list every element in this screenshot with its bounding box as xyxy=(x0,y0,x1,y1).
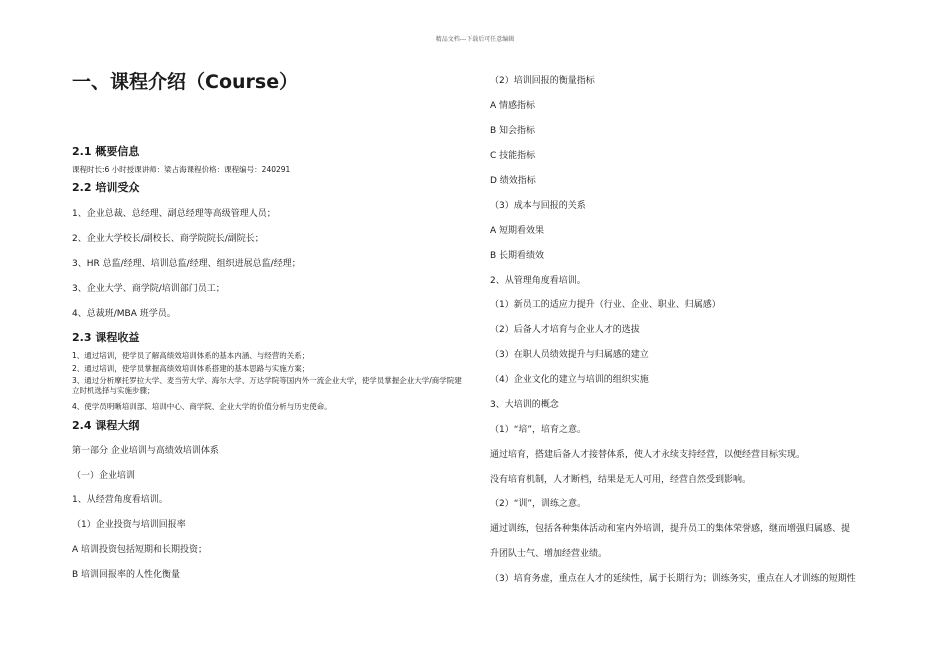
outline-line: B 培训回报率的人性化衡量 xyxy=(72,570,181,580)
outline-line: （1）企业投资与培训回报率 xyxy=(72,520,186,530)
audience-item: 4、总裁班/MBA 班学员。 xyxy=(72,309,176,319)
audience-item: 3、企业大学、商学院/培训部门员工； xyxy=(72,284,225,294)
outline-line: B 知会指标 xyxy=(490,126,536,136)
audience-item: 1、企业总裁、总经理、副总经理等高级管理人员； xyxy=(72,209,276,219)
outline-line: 升团队士气、增加经营业绩。 xyxy=(490,549,608,559)
outline-line: （2）“训”，训练之意。 xyxy=(490,499,587,509)
outline-line: （3）培育务虚，重点在人才的延续性，属于长期行为；训练务实，重点在人才训练的短期性 xyxy=(490,574,856,584)
outline-line: （1）新员工的适应力提升（行业、企业、职业、归属感） xyxy=(490,300,721,310)
section-heading-benefits: 2.3 课程收益 xyxy=(72,331,140,344)
outline-line: 没有培育机制，人才断档，结果是无人可用，经营自然受到影响。 xyxy=(490,475,752,485)
section-heading-outline: 2.4 课程大纲 xyxy=(72,419,140,432)
benefit-item: 4、使学员明晰培训部、培训中心、商学院、企业大学的价值分析与历史使命。 xyxy=(72,402,332,411)
audience-item: 3、HR 总监/经理、培训总监/经理、组织进展总监/经理； xyxy=(72,259,301,269)
outline-line: 3、大培训的概念 xyxy=(490,400,559,410)
outline-line: A 培训投资包括短期和长期投资； xyxy=(72,545,208,555)
outline-line: （3）在职人员绩效提升与归属感的建立 xyxy=(490,350,649,360)
benefit-item: 1、通过培训，使学员了解高绩效培训体系的基本内涵、与经营的关系； xyxy=(72,351,310,360)
benefit-item: 3、通过分析摩托罗拉大学、麦当劳大学、海尔大学、万达学院等国内外一流企业大学，使学员掌握企业大学/商学院建立时机选择与实施步骤； xyxy=(72,376,462,395)
course-info-line: 课程时长:6 小时授课讲师：梁占海课程价格：课程编号：240291 xyxy=(72,165,291,174)
benefit-item: 2、通过培训，使学员掌握高绩效培训体系搭建的基本思路与实施方案； xyxy=(72,364,310,373)
outline-line: （2）后备人才培育与企业人才的选拔 xyxy=(490,325,640,335)
outline-line: A 情感指标 xyxy=(490,101,536,111)
audience-item: 2、企业大学校长/副校长、商学院院长/副院长； xyxy=(72,234,264,244)
outline-line: D 绩效指标 xyxy=(490,176,536,186)
outline-line: 通过训练，包括各种集体活动和室内外培训，提升员工的集体荣誉感，继而增强归属感、提 xyxy=(490,524,851,534)
outline-line: C 技能指标 xyxy=(490,151,536,161)
document-title: 一、课程介绍（Course） xyxy=(72,71,299,93)
section-heading-audience: 2.2 培训受众 xyxy=(72,181,140,194)
outline-line: 1、从经营角度看培训。 xyxy=(72,495,168,505)
outline-line: A 短期看效果 xyxy=(490,226,545,236)
outline-line: 2、从管理角度看培训。 xyxy=(490,276,586,286)
outline-line: （1）“培”，培育之意。 xyxy=(490,425,587,435)
page-header-note: 精品文档---下载后可任意编辑 xyxy=(435,36,515,43)
outline-line: （4）企业文化的建立与培训的组织实施 xyxy=(490,375,649,385)
section-heading-overview: 2.1 概要信息 xyxy=(72,145,140,158)
outline-line: 通过培育，搭建后备人才接替体系，使人才永续支持经营，以便经营目标实现。 xyxy=(490,450,806,460)
outline-line: （2）培训回报的衡量指标 xyxy=(490,76,595,86)
outline-line: （一）企业培训 xyxy=(72,471,136,481)
outline-line: （3）成本与回报的关系 xyxy=(490,201,586,211)
outline-line: B 长期看绩效 xyxy=(490,251,545,261)
outline-line: 第一部分 企业培训与高绩效培训体系 xyxy=(72,446,219,456)
